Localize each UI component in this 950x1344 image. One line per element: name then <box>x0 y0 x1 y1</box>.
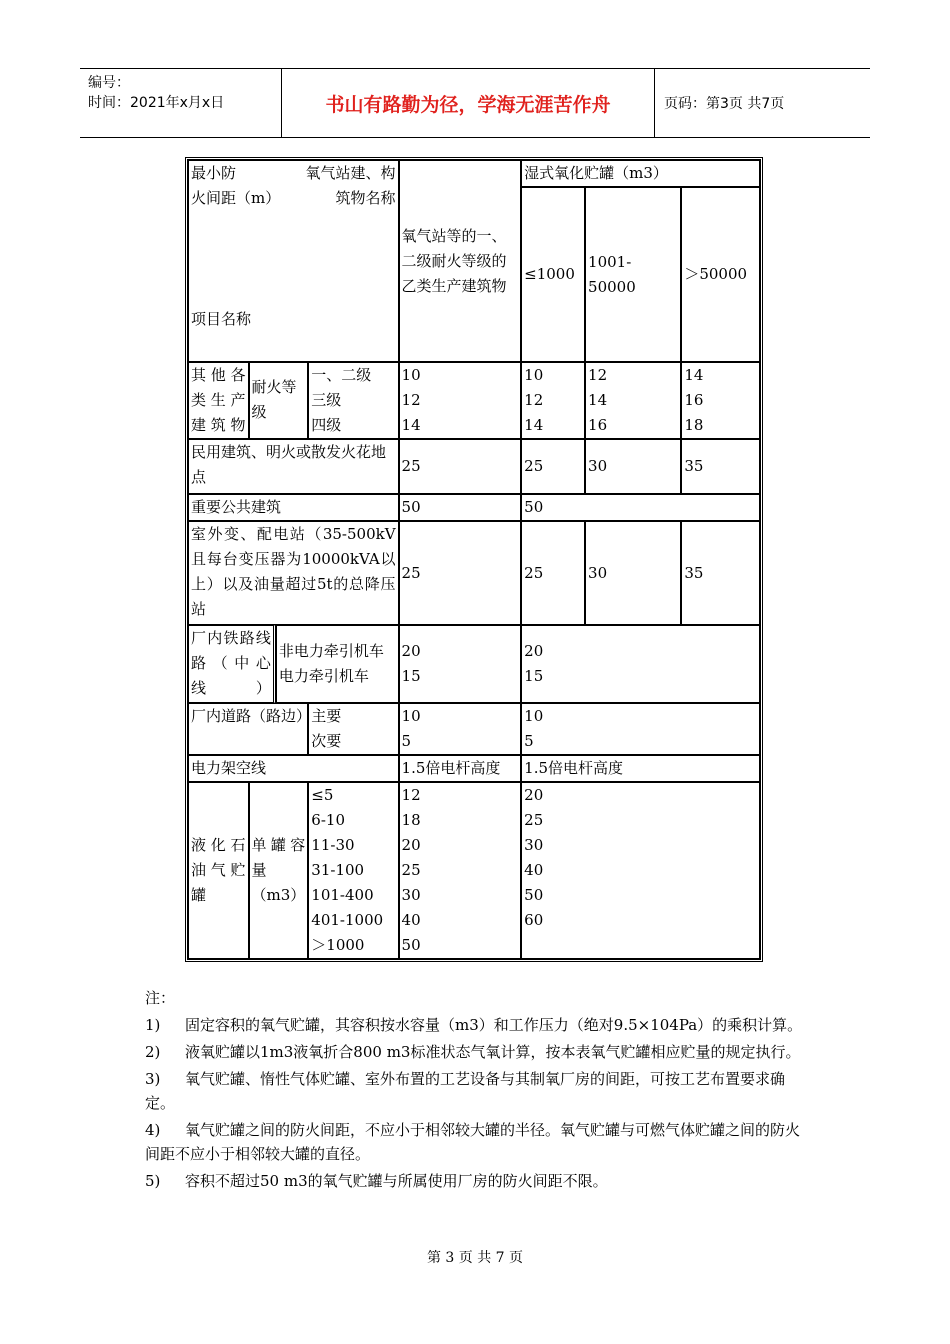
header-motto: 书山有路勤为径，学海无涯苦作舟 <box>282 69 655 137</box>
page-footer: 第 3 页 共 7 页 <box>426 1250 524 1266</box>
page-header <box>80 68 870 138</box>
note-item: 2) 液氧贮罐以1m3液氧折合800 m3标准状态气氧计算，按本表氧气贮罐相应贮量的规定执行。 <box>145 1043 801 1061</box>
header-meta <box>80 69 282 137</box>
wet-tank-header: 湿式氧化贮罐（m3） <box>521 160 760 187</box>
notes-title: 注： <box>145 989 176 1007</box>
note-item: 1) 固定容积的氧气贮罐，其容积按水容量（m3）和工作压力（绝对9.5×104Pa）的乘积计算。 <box>145 1016 803 1034</box>
cap3-header: ＞50000 <box>681 187 760 362</box>
table-row: 其他各类生产建筑物 耐火等级 一、二级 三级 四级 10 12 14 10 12 14 12 14 16 14 16 18 <box>188 362 760 439</box>
notes-section <box>145 986 810 1196</box>
table-row: 电力架空线 1.5倍电杆高度 1.5倍电杆高度 <box>188 755 760 782</box>
table-row: 重要公共建筑 50 50 <box>188 494 760 521</box>
note-item: 4) 氧气贮罐之间的防火间距，不应小于相邻较大罐的半径。氧气贮罐与可燃气体贮罐之间的防火间距不应小于相邻较大罐的直径。 <box>145 1121 801 1163</box>
table-row: 厂内道路（路边） 主要 次要 10 5 10 5 <box>188 703 760 755</box>
table-row: 民用建筑、明火或散发火花地点 25 25 30 35 <box>188 439 760 494</box>
col-b-header: 氧气站等的一、二级耐火等级的乙类生产建筑物 <box>399 160 522 362</box>
table-row: 室外变、配电站（35-500kV且每台变压器为10000kVA以上）以及油量超过5t的总降压站 25 25 30 35 <box>188 521 760 625</box>
header-page-label: 页码：第3页 共7页 <box>664 96 785 112</box>
note-item: 3) 氧气贮罐、惰性气体贮罐、室外布置的工艺设备与其制氧厂房的间距，可按工艺布置要求确定。 <box>145 1070 786 1112</box>
fire-distance-table <box>185 157 763 962</box>
note-item: 5) 容积不超过50 m3的氧气贮罐与所属使用厂房的防火间距不限。 <box>145 1172 608 1190</box>
table-row: 厂内铁路线路（中心线） 非电力牵引机车 电力牵引机车 20 15 20 15 <box>188 625 760 703</box>
time-label: 时间：2021年x月x日 <box>88 95 225 111</box>
table-row: 液化石油气贮罐 单罐容量 （m3） ≤5 6-10 11-30 31-100 101-400 401-1000 ＞1000 12 18 20 25 30 40 50 20 25 30 40 50 60 <box>188 782 760 959</box>
corner-header-cell: 最小防 氧气站建、构 火间距（m） 筑物名称 项目名称 <box>188 160 399 362</box>
cap1-header: ≤1000 <box>521 187 585 362</box>
number-label: 编号： <box>88 75 130 91</box>
cap2-header: 1001-50000 <box>585 187 681 362</box>
